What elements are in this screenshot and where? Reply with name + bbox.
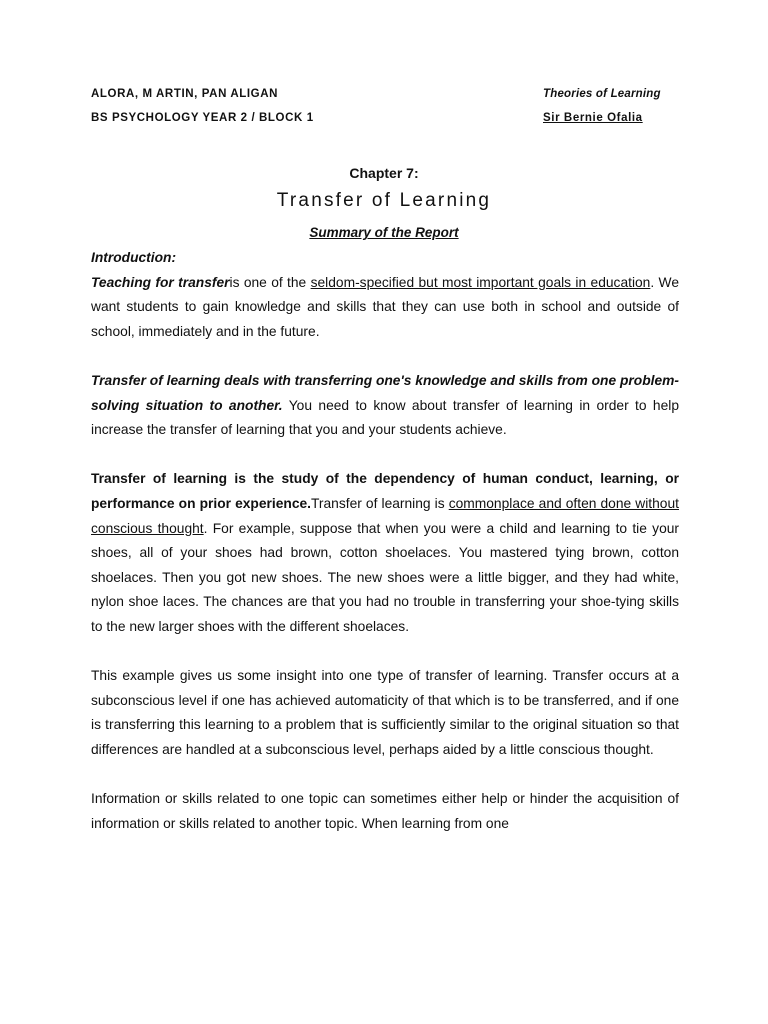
key-term: Teaching for transfer bbox=[91, 274, 230, 290]
document-title: Transfer of Learning bbox=[276, 190, 492, 211]
paragraph-transfer-study bbox=[91, 467, 679, 639]
author-names: ALORA, M ARTIN, PAN ALIGAN bbox=[91, 88, 279, 100]
underlined-phrase: seldom-specified but most important goals in education bbox=[310, 274, 651, 290]
program-block: BS PSYCHOLOGY YEAR 2 / BLOCK 1 bbox=[91, 112, 314, 124]
paragraph-text: . We want students to gain knowledge and skills that they can use both in school and outside of school, immediately and in the future. bbox=[91, 274, 679, 339]
paragraph-text: is one of the bbox=[229, 274, 311, 290]
paragraph-text: Transfer of learning is bbox=[311, 495, 449, 511]
chapter-label: Chapter 7: bbox=[349, 165, 419, 181]
key-statement: Transfer of learning is the study of the dependency of human conduct, learning, or performance on prior experience. bbox=[91, 471, 679, 511]
paragraph-teaching-for-transfer bbox=[91, 271, 679, 345]
document-subtitle: Summary of the Report bbox=[309, 225, 459, 240]
paragraph-example-insight: This example gives us some insight into one type of transfer of learning. Transfer occurs at a subconscious level if one has achieved automaticity of that which is to be transferred, and if one is transferring this learning to a problem that is sufficiently similar to the original situation so that differences are handled at a subconscious level, perhaps aided by a little conscious thought. bbox=[91, 668, 679, 757]
paragraph-text: . For example, suppose that when you were a child and learning to tie your shoes, all of your shoes had brown, cotton shoelaces. You mastered tying brown, cotton shoelaces. Then you got new shoes. The new shoes were a little bigger, and they had white, nylon shoe laces. The chances are that you had no trouble in transferring your shoe-tying skills to the new larger shoes with the different shoelaces. bbox=[91, 520, 680, 634]
introduction-heading: Introduction: bbox=[91, 250, 177, 265]
paragraph-text: You need to know about transfer of learning in order to help increase the transfer of learning that you and your students achieve. bbox=[91, 397, 680, 438]
paragraph-information-skills: Information or skills related to one topic can sometimes either help or hinder the acquisition of information or skills related to another topic. When learning from one bbox=[91, 791, 679, 831]
underlined-phrase: commonplace and often done without conscious thought bbox=[91, 495, 679, 536]
document-body bbox=[91, 246, 679, 861]
course-name: Theories of Learning bbox=[543, 88, 661, 100]
paragraph-transfer-definition bbox=[91, 369, 679, 443]
key-statement: Transfer of learning deals with transferring one's knowledge and skills from one problem-solving situation to another. bbox=[91, 372, 679, 413]
instructor-name: Sir Bernie Ofalia bbox=[543, 112, 643, 124]
